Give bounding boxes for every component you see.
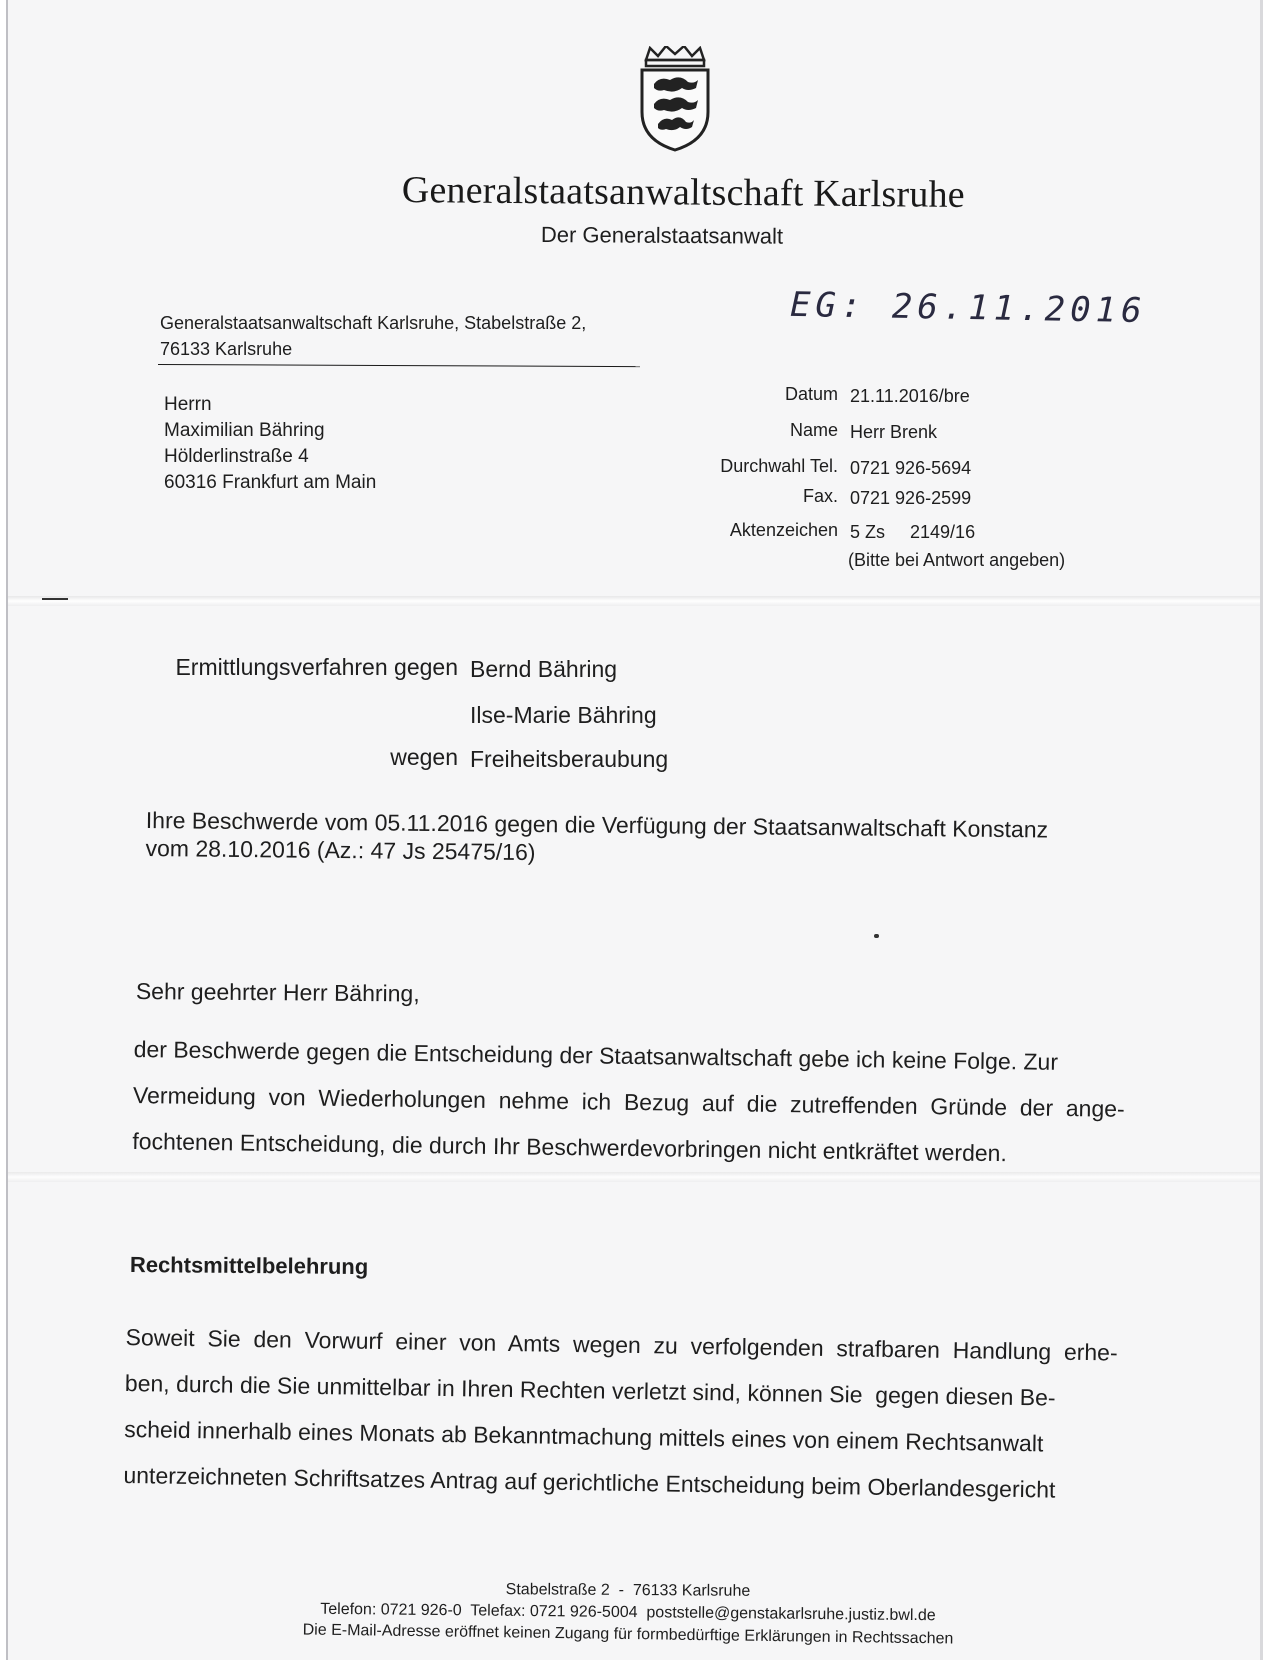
subject-offense: Freiheitsberaubung <box>470 746 669 772</box>
recipient-salutation: Herrn <box>164 394 212 415</box>
complaint-reference <box>145 806 1048 871</box>
footer-contact: Telefon: 0721 926-0 Telefax: 0721 926-5004 poststelle@genstakarlsruhe.justiz.bwl.de <box>320 1600 936 1625</box>
complaint-line-1: Ihre Beschwerde vom 05.11.2016 gegen die Verfügung der Staatsanwaltschaft Konstanz <box>145 806 1049 843</box>
legal-remedy-heading: Rechtsmittelbelehrung <box>129 1252 369 1280</box>
agency-name: Generalstaatsanwaltschaft Karlsruhe <box>401 168 966 216</box>
subject-label-offense: wegen <box>390 744 458 770</box>
recipient-address <box>164 392 376 496</box>
letter-body <box>132 1026 1134 1178</box>
scanner-edge <box>1260 0 1280 1660</box>
subject-label-proceedings: Ermittlungsverfahren gegen <box>175 654 458 680</box>
legal-line-4: unterzeichneten Schriftsatzes Antrag auf gerichtliche Entscheidung beim Oberlandesgericht <box>123 1461 1056 1503</box>
agency-subtitle: Der Generalstaatsanwalt <box>540 222 784 249</box>
fold-mark <box>42 598 68 600</box>
legal-line-3: scheid innerhalb eines Monats ab Bekanntmachung mittels eines von einem Rechtsanwalt <box>123 1415 1044 1457</box>
sender-return-address <box>160 310 586 362</box>
handwritten-receipt-note: EG: 26.11.2016 <box>789 284 1147 332</box>
meta-fax-label: Fax. <box>802 486 838 506</box>
subject-accused-1: Bernd Bähring <box>470 656 618 682</box>
sender-underline <box>158 364 640 367</box>
meta-phone-label: Durchwahl Tel. <box>720 456 838 476</box>
legal-line-1: Soweit Sie den Vorwurf einer von Amts wegen zu verfolgenden strafbaren Handlung erhe- <box>125 1323 1118 1366</box>
recipient-name: Maximilian Bähring <box>164 420 325 441</box>
sender-line-1: Generalstaatsanwaltschaft Karlsruhe, Stabelstraße 2, <box>160 313 587 333</box>
subject-accused-2: Ilse-Marie Bähring <box>470 702 657 728</box>
meta-fax-value: 0721 926-2599 <box>850 488 972 508</box>
footer-notice: Die E-Mail-Adresse eröffnet keinen Zugang für formbedürftige Erklärungen in Rechtssachen <box>302 1621 954 1648</box>
letter-salutation: Sehr geehrter Herr Bähring, <box>135 978 420 1007</box>
sender-line-2: 76133 Karlsruhe <box>160 339 293 359</box>
meta-file-note: (Bitte bei Antwort angeben) <box>848 550 1066 570</box>
letter-sheet <box>6 0 1262 1660</box>
recipient-city: 60316 Frankfurt am Main <box>164 472 377 493</box>
body-line-3: fochtenen Entscheidung, die durch Ihr Beschwerdevorbringen nicht entkräftet werden. <box>132 1127 1008 1167</box>
meta-name-value: Herr Brenk <box>850 422 938 442</box>
letter-footer <box>268 1580 988 1646</box>
meta-name-label: Name <box>789 420 838 440</box>
paper-fold-upper <box>8 596 1262 606</box>
body-line-2: Vermeidung von Wiederholungen nehme ich Bezug auf die zutreffenden Gründe der ange- <box>132 1081 1125 1122</box>
legal-remedy-text <box>123 1314 1136 1514</box>
meta-date-label: Datum <box>784 384 838 404</box>
recipient-street: Hölderlinstraße 4 <box>164 446 309 467</box>
meta-file-value: 5 Zs 2149/16 <box>850 522 976 542</box>
body-line-1: der Beschwerde gegen die Entscheidung der Staatsanwaltschaft gebe ich keine Folge. Zur <box>133 1035 1059 1075</box>
footer-address: Stabelstraße 2 - 76133 Karlsruhe <box>505 1581 751 1600</box>
meta-phone-value: 0721 926-5694 <box>850 458 972 478</box>
meta-date-value: 21.11.2016/bre <box>850 386 970 406</box>
complaint-line-2: vom 28.10.2016 (Az.: 47 Js 25475/16) <box>145 834 536 866</box>
scan-speck <box>874 934 879 938</box>
legal-line-2: ben, durch die Sie unmittelbar in Ihren Rechten verletzt sind, können Sie gegen diesen Be- <box>124 1369 1056 1411</box>
meta-file-label: Aktenzeichen <box>729 520 838 540</box>
coat-of-arms-icon <box>636 46 714 152</box>
